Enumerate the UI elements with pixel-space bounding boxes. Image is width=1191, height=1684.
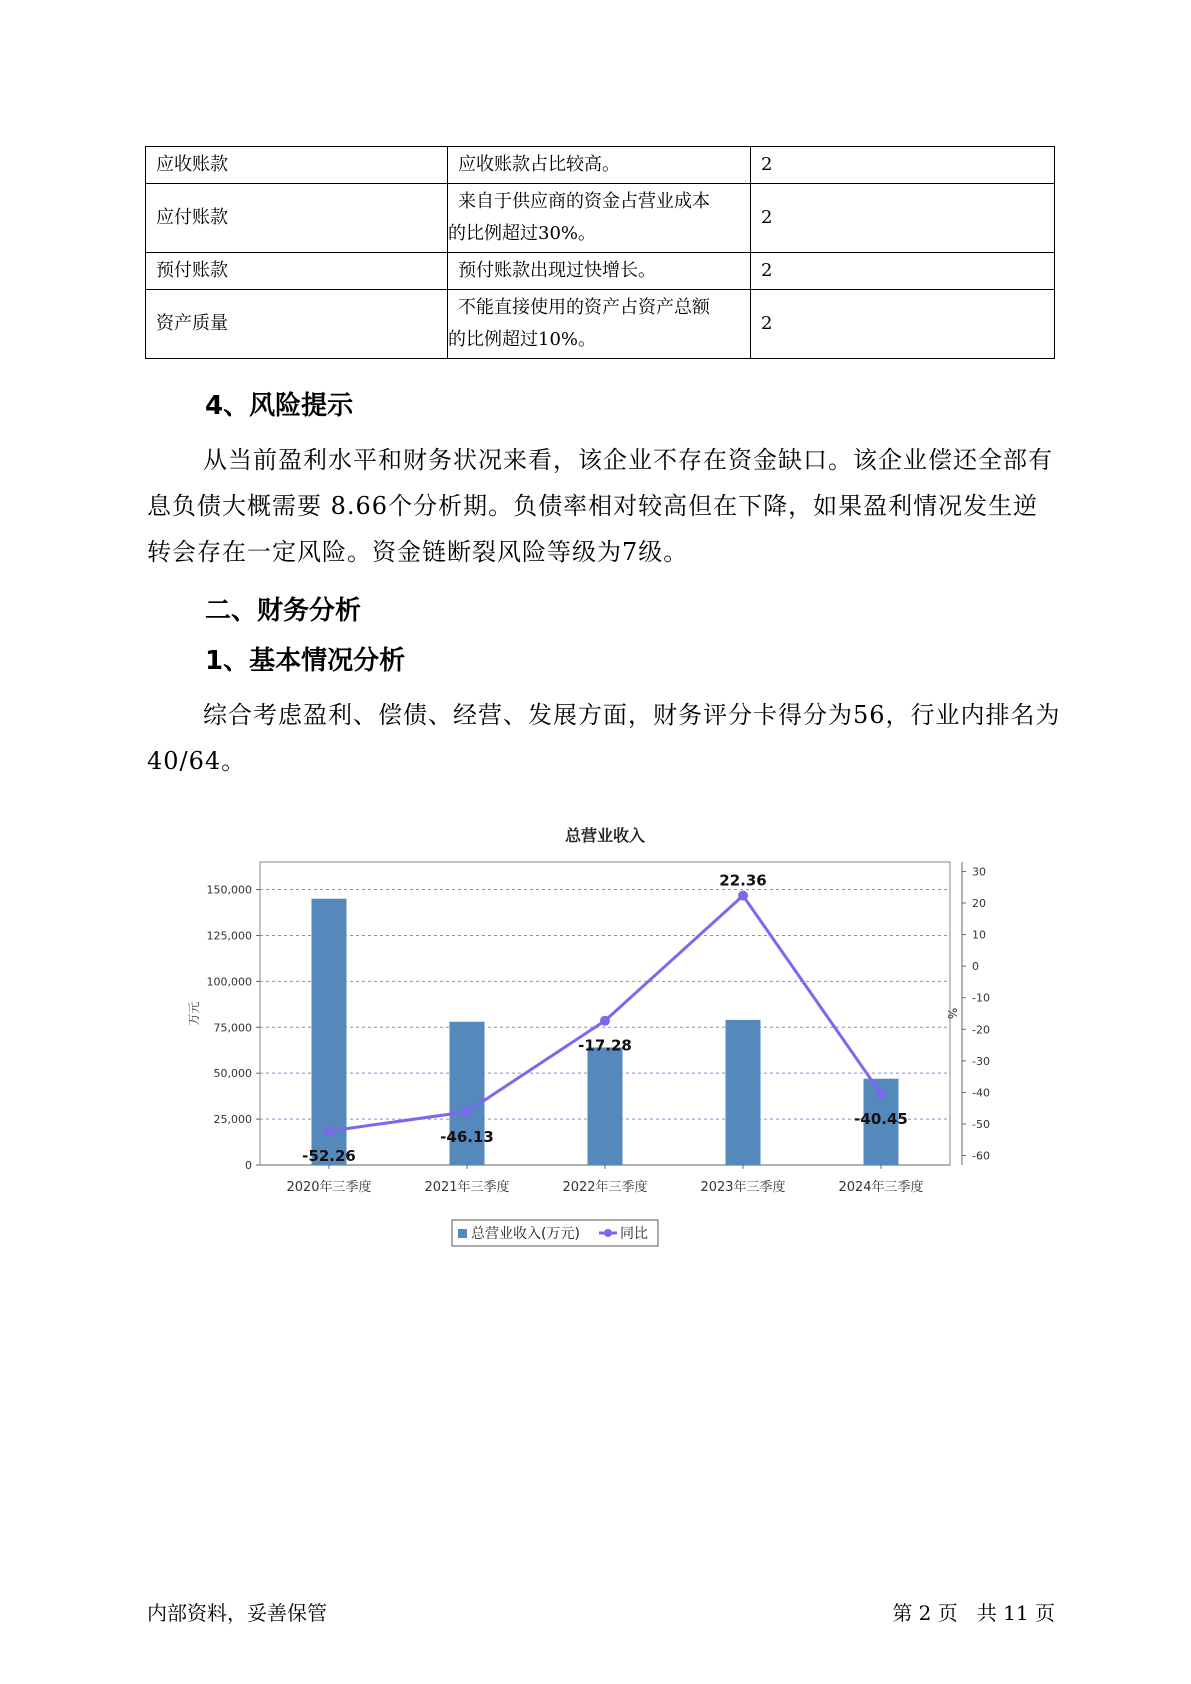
basic-heading: 1、基本情况分析 bbox=[205, 646, 406, 676]
risk-table bbox=[145, 146, 1055, 359]
table-cell-item: 预付账款 bbox=[146, 253, 448, 290]
x-tick-label: 2020年三季度 bbox=[286, 1180, 372, 1195]
data-label: -46.13 bbox=[440, 1127, 494, 1146]
table-cell-desc: 来自于供应商的资金占营业成本 的比例超过30%。 bbox=[448, 184, 751, 253]
data-label: 22.36 bbox=[719, 871, 767, 890]
y-tick-label: 125,000 bbox=[206, 929, 252, 943]
x-tick-label: 2024年三季度 bbox=[838, 1180, 924, 1195]
risk-paragraph: 从当前盈利水平和财务状况来看，该企业不存在资金缺口。该企业偿还全部有息负债大概需要 8.66个分析期。负债率相对较高但在下降，如果盈利情况发生逆转会存在一定风险。资金链断裂风险等级为7级。 bbox=[147, 446, 1053, 566]
y2-tick-label: -10 bbox=[972, 991, 990, 1005]
y2-tick-label: 10 bbox=[972, 928, 986, 942]
data-label: -52.26 bbox=[302, 1147, 356, 1166]
table-cell-desc: 应收账款占比较高。 bbox=[448, 147, 751, 184]
basic-paragraph: 综合考虑盈利、偿债、经营、发展方面，财务评分卡得分为56，行业内排名为40/64。 bbox=[147, 701, 1061, 775]
finance-heading: 二、财务分析 bbox=[205, 596, 362, 626]
data-label: -17.28 bbox=[578, 1036, 632, 1055]
y2-tick-label: -50 bbox=[972, 1117, 990, 1131]
chart-title: 总营业收入 bbox=[564, 826, 646, 845]
legend-bar-swatch bbox=[458, 1229, 467, 1238]
legend-line-label: 同比 bbox=[620, 1226, 648, 1242]
table-cell-item: 应收账款 bbox=[146, 147, 448, 184]
y2-axis-label: % bbox=[945, 1007, 959, 1020]
line-point bbox=[462, 1107, 472, 1117]
y-axis-label: 万元 bbox=[187, 1001, 201, 1026]
table-cell-desc: 预付账款出现过快增长。 bbox=[448, 253, 751, 290]
risk-heading: 4、风险提示 bbox=[205, 391, 354, 421]
y2-tick-label: 0 bbox=[972, 960, 979, 974]
y-tick-label: 100,000 bbox=[206, 975, 252, 989]
revenue-chart bbox=[180, 815, 990, 1265]
x-tick-label: 2021年三季度 bbox=[424, 1180, 510, 1195]
line-point bbox=[324, 1126, 334, 1136]
legend-line-marker bbox=[604, 1229, 612, 1237]
y-tick-label: 25,000 bbox=[213, 1113, 252, 1127]
footer-page-number: 第 2 页 共 11 页 bbox=[892, 1601, 1055, 1625]
line-point bbox=[738, 891, 748, 901]
x-tick-label: 2022年三季度 bbox=[562, 1180, 648, 1195]
y2-tick-label: -30 bbox=[972, 1054, 990, 1068]
table-cell-score: 2 bbox=[751, 253, 1055, 290]
table-row bbox=[146, 147, 1055, 184]
legend-bar-label: 总营业收入(万元) bbox=[471, 1226, 580, 1242]
table-cell-item: 应付账款 bbox=[146, 184, 448, 253]
y-tick-label: 50,000 bbox=[213, 1067, 252, 1081]
table-row bbox=[146, 184, 1055, 253]
y-tick-label: 150,000 bbox=[206, 883, 252, 897]
y2-tick-label: 30 bbox=[972, 865, 986, 879]
line-point bbox=[600, 1016, 610, 1026]
data-label: -40.45 bbox=[854, 1109, 908, 1128]
table-cell-score: 2 bbox=[751, 147, 1055, 184]
y2-tick-label: 20 bbox=[972, 897, 986, 911]
y2-tick-label: -40 bbox=[972, 1086, 990, 1100]
bar bbox=[312, 899, 347, 1165]
table-cell-score: 2 bbox=[751, 184, 1055, 253]
chart-svg bbox=[180, 815, 990, 1265]
line-point bbox=[876, 1089, 886, 1099]
bar bbox=[726, 1020, 761, 1165]
table-row bbox=[146, 253, 1055, 290]
table-cell-score: 2 bbox=[751, 290, 1055, 359]
x-tick-label: 2023年三季度 bbox=[700, 1180, 786, 1195]
y-tick-label: 0 bbox=[245, 1159, 252, 1172]
table-cell-item: 资产质量 bbox=[146, 290, 448, 359]
bar bbox=[588, 1047, 623, 1165]
y-tick-label: 75,000 bbox=[213, 1021, 252, 1035]
y2-tick-label: -20 bbox=[972, 1023, 990, 1037]
table-cell-desc: 不能直接使用的资产占资产总额 的比例超过10%。 bbox=[448, 290, 751, 359]
footer-left: 内部资料，妥善保管 bbox=[147, 1601, 327, 1625]
y2-tick-label: -60 bbox=[972, 1149, 990, 1163]
table-row bbox=[146, 290, 1055, 359]
